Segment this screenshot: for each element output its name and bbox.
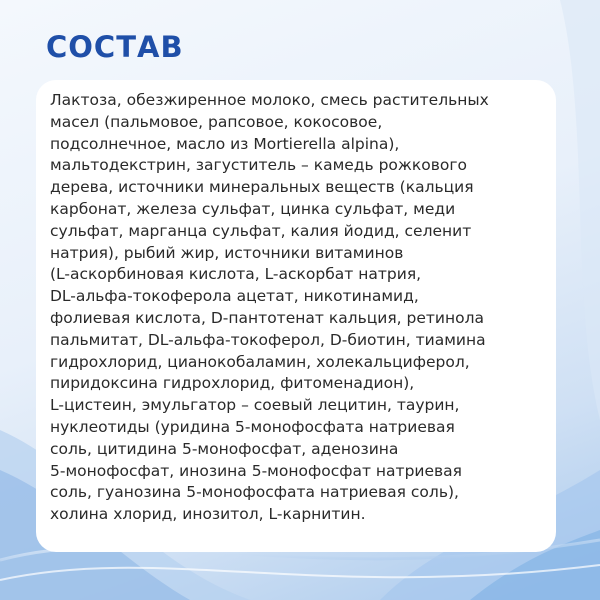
page-title: СОСТАВ <box>46 30 184 64</box>
composition-text: Лактоза, обезжиренное молоко, смесь растительных масел (пальмовое, рапсовое, кокосовое, подсолнечное, масло из Mortierella alpina), мальтодекстрин, загуститель – камедь рожкового дерева, источники минеральных веществ (кальция карбонат, железа сульфат, цинка сульфат, меди сульфат, марганца сульфат, калия йодид, селенит натрия), рыбий жир, источники витаминов (L-аскорбиновая кислота, L-аскорбат натрия, DL-альфа-токоферола ацетат, никотинамид, фолиевая кислота, D-пантотенат кальция, ретинола пальмитат, DL-альфа-токоферол, D-биотин, тиамина гидрохлорид, цианокобаламин, холекальциферол, пиридоксина гидрохлорид, фитоменадион), L-цистеин, эмульгатор – соевый лецитин, таурин, нуклеотиды (уридина 5-монофосфата натриевая соль, цитидина 5-монофосфат, аденозина 5-монофосфат, инозина 5-монофосфат натриевая соль, гуанозина 5-монофосфата натриевая соль), холина хлорид, инозитол, L-карнитин. <box>50 91 489 524</box>
composition-card <box>36 80 556 552</box>
